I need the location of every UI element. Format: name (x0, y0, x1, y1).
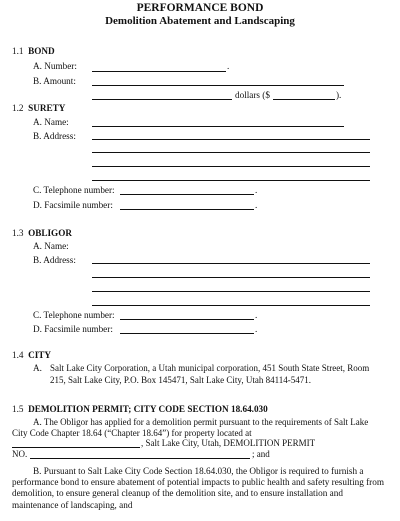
obligor-address-line-3[interactable] (92, 291, 370, 292)
surety-address-label: B. Address: (33, 131, 76, 141)
section-number: 1.1 (12, 46, 24, 56)
bond-amount-words-field[interactable] (92, 85, 344, 86)
obligor-address-line-1[interactable] (92, 263, 370, 264)
surety-address-line-2[interactable] (92, 152, 370, 153)
surety-address-line-1[interactable] (92, 139, 370, 140)
obligor-fax-label: D. Facsimile number: (33, 324, 113, 334)
city-address-line-1: Salt Lake City Corporation, a Utah municipal corporation, 451 South State Street, Room (50, 363, 370, 373)
obligor-fax-field[interactable] (120, 333, 254, 334)
property-location-field[interactable] (12, 447, 140, 448)
obligor-name-label: A. Name: (33, 241, 69, 251)
section-1-2-heading (12, 103, 65, 115)
surety-name-field[interactable] (92, 126, 344, 127)
dollars-end: ). (336, 90, 342, 100)
obligor-address-line-4[interactable] (92, 305, 370, 306)
permit-number-label: NO. (12, 449, 28, 459)
permit-number-end: ; and (252, 449, 270, 459)
bond-amount-words-field-2[interactable] (92, 99, 232, 100)
city-address-line-2: 215, Salt Lake City, P.O. Box 145471, Salt Lake City, Utah 84114-5471. (50, 375, 311, 385)
section-number: 1.4 (12, 350, 24, 360)
surety-address-line-3[interactable] (92, 166, 370, 167)
section-title: DEMOLITION PERMIT; CITY CODE SECTION 18.64.030 (28, 404, 268, 414)
surety-telephone-end: . (255, 185, 258, 195)
permit-number-field[interactable] (30, 458, 250, 459)
surety-fax-label: D. Facsimile number: (33, 200, 113, 210)
surety-fax-field[interactable] (120, 209, 254, 210)
surety-telephone-label: C. Telephone number: (33, 185, 115, 195)
bond-number-field[interactable] (92, 71, 226, 72)
section-title: BOND (28, 46, 55, 56)
permit-para-a-line-1: A. The Obligor has applied for a demolition permit pursuant to the requirements of Salt Lake (33, 417, 369, 427)
section-title: CITY (28, 350, 52, 360)
document-subtitle: Demolition Abatement and Landscaping (105, 15, 295, 27)
obligor-fax-end: . (255, 324, 258, 334)
obligor-telephone-field[interactable] (120, 319, 254, 320)
obligor-telephone-label: C. Telephone number: (33, 310, 115, 320)
section-number: 1.3 (12, 228, 24, 238)
section-title: SURETY (28, 103, 66, 113)
section-title: OBLIGOR (28, 228, 72, 238)
obligor-address-line-2[interactable] (92, 277, 370, 278)
obligor-address-label: B. Address: (33, 255, 76, 265)
surety-telephone-field[interactable] (120, 194, 254, 195)
surety-name-label: A. Name: (33, 117, 69, 127)
section-number: 1.5 (12, 404, 24, 414)
section-1-1-heading (12, 46, 55, 58)
section-1-5-heading (12, 404, 268, 416)
permit-para-a-line-3: , Salt Lake City, Utah, DEMOLITION PERMIT (141, 438, 316, 448)
bond-number-end: . (227, 61, 230, 71)
city-item-label: A. (33, 363, 42, 373)
bond-amount-figure-field[interactable] (273, 99, 335, 100)
dollars-label: dollars ($ (235, 90, 270, 100)
document-title: PERFORMANCE BOND (136, 2, 264, 14)
obligor-telephone-end: . (255, 310, 258, 320)
permit-para-b: B. Pursuant to Salt Lake City Code Section 18.64.030, the Obligor is required to furnish a performance bond to ensure abatement of potential impacts to public health and safety resulting from demolition, to ensure general cleanup of the demolition site, and to ensure installation and maintenance of landscaping, and (12, 466, 384, 510)
bond-amount-label: B. Amount: (33, 76, 76, 86)
surety-fax-end: . (255, 200, 258, 210)
section-1-3-heading (12, 228, 72, 240)
permit-para-a-line-2: City Code Chapter 18.64 (“Chapter 18.64”) for property located at (12, 428, 252, 438)
surety-address-line-4[interactable] (92, 180, 370, 181)
section-1-4-heading (12, 350, 51, 362)
section-number: 1.2 (12, 103, 24, 113)
bond-number-label: A. Number: (33, 61, 77, 71)
